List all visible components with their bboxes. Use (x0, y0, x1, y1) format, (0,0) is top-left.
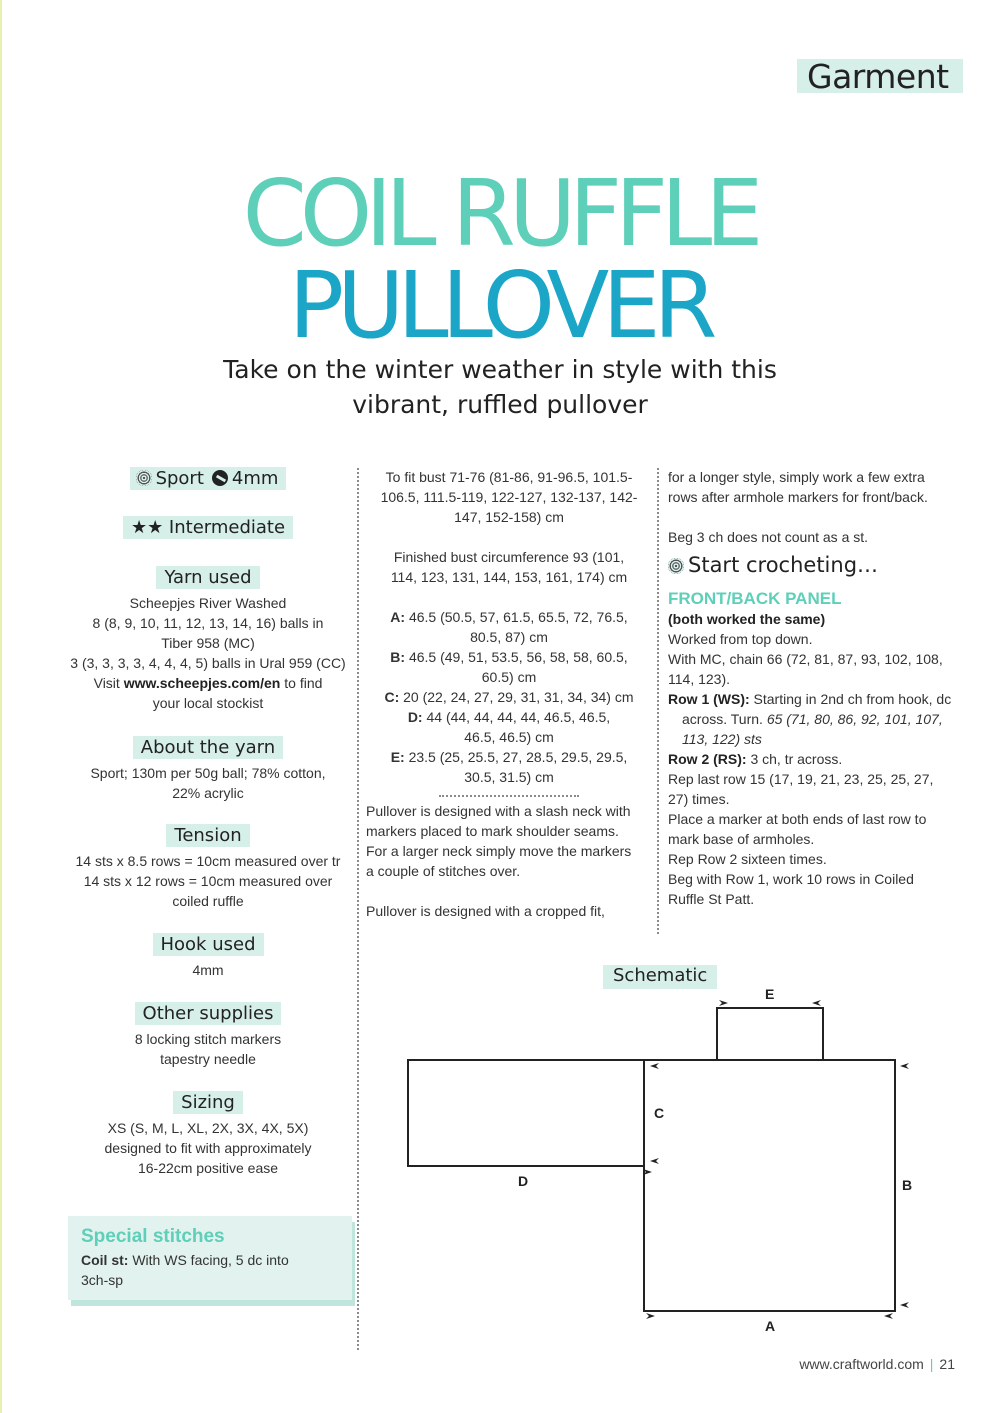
cropped-note: Pullover is designed with a cropped fit, (366, 903, 605, 919)
rep-sixteen: Rep Row 2 sixteen times. (668, 851, 827, 867)
sizing-heading: Sizing (173, 1091, 243, 1114)
repeat-line-1: Rep last row 15 (17, 19, 21, 23, 25, 25, 27, (668, 771, 934, 787)
beg-row1-line-1: Beg with Row 1, work 10 rows in Coiled (668, 871, 914, 887)
hook-size-badge: 4mm (231, 468, 279, 489)
measure-a-l2: 80.5, 87) cm (470, 629, 548, 645)
tension-heading: Tension (166, 824, 249, 847)
sizing-line-3: 16-22cm positive ease (137, 1160, 279, 1176)
supplies-line-2: tapestry needle (160, 1051, 256, 1067)
yarn-line-4: 3 (3, 3, 3, 3, 4, 4, 4, 5) balls in Ural 959 (CC) (70, 655, 346, 671)
arrow-e-right (812, 1000, 821, 1006)
hook-used-value: 4mm (192, 962, 224, 978)
fit-bust-line-1: To fit bust 71-76 (81-86, 91-96.5, 101.5- (385, 469, 633, 485)
finished-line-2: 114, 123, 131, 144, 153, 161, 174) cm (390, 569, 628, 585)
fit-bust-line-3: 147, 152-158) cm (454, 509, 564, 525)
label-d: D (518, 1173, 529, 1189)
yarn-line-2: 8 (8, 9, 10, 11, 12, 13, 14, 16) balls in (92, 615, 324, 631)
panel-subheading: (both worked the same) (668, 611, 826, 627)
hook-used-heading: Hook used (153, 933, 264, 956)
measure-c-l1: 20 (22, 24, 27, 29, 31, 31, 34, 34) cm (399, 689, 634, 705)
marker-line-1: Place a marker at both ends of last row to (668, 811, 927, 827)
supplies-line-1: 8 locking stitch markers (134, 1031, 282, 1047)
label-c: C (654, 1105, 665, 1121)
measure-d-l2: 46.5, 46.5) cm (464, 729, 554, 745)
label-b: B (902, 1177, 913, 1193)
arrow-a-left (646, 1313, 655, 1319)
page-footer (700, 1356, 955, 1372)
beg-note: Beg 3 ch does not count as a st. (668, 529, 869, 545)
schematic-heading: Schematic (613, 965, 708, 986)
panel-heading: FRONT/BACK PANEL (668, 589, 842, 608)
arrow-b-bottom (900, 1302, 909, 1308)
coil-st-desc-2: 3ch-sp (81, 1272, 124, 1288)
footer-separator: | (929, 1356, 934, 1372)
title-line-2: PULLOVER (288, 252, 711, 359)
measure-b-l2: 60.5) cm (481, 669, 537, 685)
scheepjes-link[interactable]: www.scheepjes.com/en (123, 675, 281, 691)
marker-line-2: mark base of armholes. (668, 831, 815, 847)
title-line-1: COIL RUFFLE (242, 160, 757, 267)
arrow-c-bottom (650, 1158, 659, 1164)
section-label: Garment (807, 57, 949, 96)
tension-line-2: 14 sts x 12 rows = 10cm measured over (83, 873, 333, 889)
start-crocheting-text: Start crocheting… (688, 553, 879, 577)
special-stitches-heading: Special stitches (81, 1226, 225, 1247)
sizing-line-1: XS (S, M, L, XL, 2X, 3X, 4X, 5X) (107, 1120, 309, 1136)
row-2-label: Row 2 (RS): (668, 751, 747, 767)
footer-url[interactable]: www.craftworld.com (799, 1356, 924, 1372)
yarn-line-6: your local stockist (152, 695, 264, 711)
body-rectangle (644, 1060, 895, 1311)
page-number: 21 (939, 1356, 955, 1372)
subtitle-line-2: vibrant, ruffled pullover (352, 390, 648, 419)
neck-note-l3: For a larger neck simply move the markers (366, 843, 632, 859)
about-line-1: Sport; 130m per 50g ball; 78% cotton, (90, 765, 326, 781)
subtitle-line-1: Take on the winter weather in style with this (223, 355, 777, 384)
measure-b-l1: 46.5 (49, 51, 53.5, 56, 58, 58, 60.5, (405, 649, 628, 665)
level-chip: ★★ Intermediate (123, 516, 293, 539)
row-1-text: Starting in 2nd ch from hook, dc across. Turn. (682, 691, 952, 727)
measure-a-l1: 46.5 (50.5, 57, 61.5, 65.5, 72, 76.5, (405, 609, 628, 625)
yarn-used-heading: Yarn used (156, 566, 259, 589)
measure-e-l1: 23.5 (25, 25.5, 27, 28.5, 29.5, 29.5, (404, 749, 628, 765)
measure-c-label: C: (384, 689, 400, 705)
beg-row1-line-2: Ruffle St Patt. (668, 891, 755, 907)
worked-note: Worked from top down. (668, 631, 813, 647)
chain-line-1: With MC, chain 66 (72, 81, 87, 93, 102, 108, (668, 651, 943, 667)
tension-line-1: 14 sts x 8.5 rows = 10cm measured over tr (75, 853, 341, 869)
finished-line-1: Finished bust circumference 93 (101, (393, 549, 625, 565)
yarn-line-1: Scheepjes River Washed (129, 595, 287, 611)
weight-label: Sport (155, 468, 204, 489)
arrow-b-top (900, 1063, 909, 1069)
measure-d-l1: 44 (44, 44, 44, 44, 46.5, 46.5, (422, 709, 611, 725)
tension-line-3: coiled ruffle (172, 893, 244, 909)
coil-st-desc: With WS facing, 5 dc into (128, 1252, 289, 1268)
cont-line-1: for a longer style, simply work a few extra (668, 469, 925, 485)
about-yarn-heading: About the yarn (133, 736, 283, 759)
arrow-c-top (650, 1063, 659, 1069)
other-supplies-heading: Other supplies (135, 1002, 282, 1025)
sizing-line-2: designed to fit with approximately (104, 1140, 312, 1156)
label-e: E (765, 986, 775, 1002)
yarn-line-3: Tiber 958 (MC) (161, 635, 255, 651)
neck-note-l4: a couple of stitches over. (366, 863, 521, 879)
fit-bust-line-2: 106.5, 111.5-119, 122-127, 132-137, 142- (380, 489, 638, 505)
arrow-a-right (884, 1313, 893, 1319)
yarn-visit-text: Visit (93, 675, 124, 691)
measure-e-label: E: (390, 749, 405, 765)
row-2-text: 3 ch, tr across. (746, 751, 843, 767)
about-line-2: 22% acrylic (172, 785, 244, 801)
row-1-label: Row 1 (WS): (668, 691, 750, 707)
measure-d-label: D: (407, 709, 423, 725)
neck-note-l1: Pullover is designed with a slash neck with (366, 803, 631, 819)
measure-b-label: B: (390, 649, 406, 665)
measure-e-l2: 30.5, 31.5) cm (464, 769, 554, 785)
chain-line-2: 114, 123). (668, 671, 731, 687)
label-a: A (765, 1318, 776, 1334)
coil-st-label: Coil st: (81, 1252, 129, 1268)
yarn-find-text: to find (280, 675, 323, 691)
neck-note-l2: markers placed to mark shoulder seams. (366, 823, 619, 839)
cont-line-2: rows after armhole markers for front/back. (668, 489, 928, 505)
row-1-count: 65 (71, 80, 86, 92, 101, 107, 113, 122) sts (682, 711, 943, 747)
sleeve-rectangle (408, 1060, 644, 1166)
repeat-line-2: 27) times. (668, 791, 730, 807)
neck-rectangle (717, 1008, 823, 1060)
measure-a-label: A: (390, 609, 406, 625)
arrow-e-left (719, 1000, 728, 1006)
